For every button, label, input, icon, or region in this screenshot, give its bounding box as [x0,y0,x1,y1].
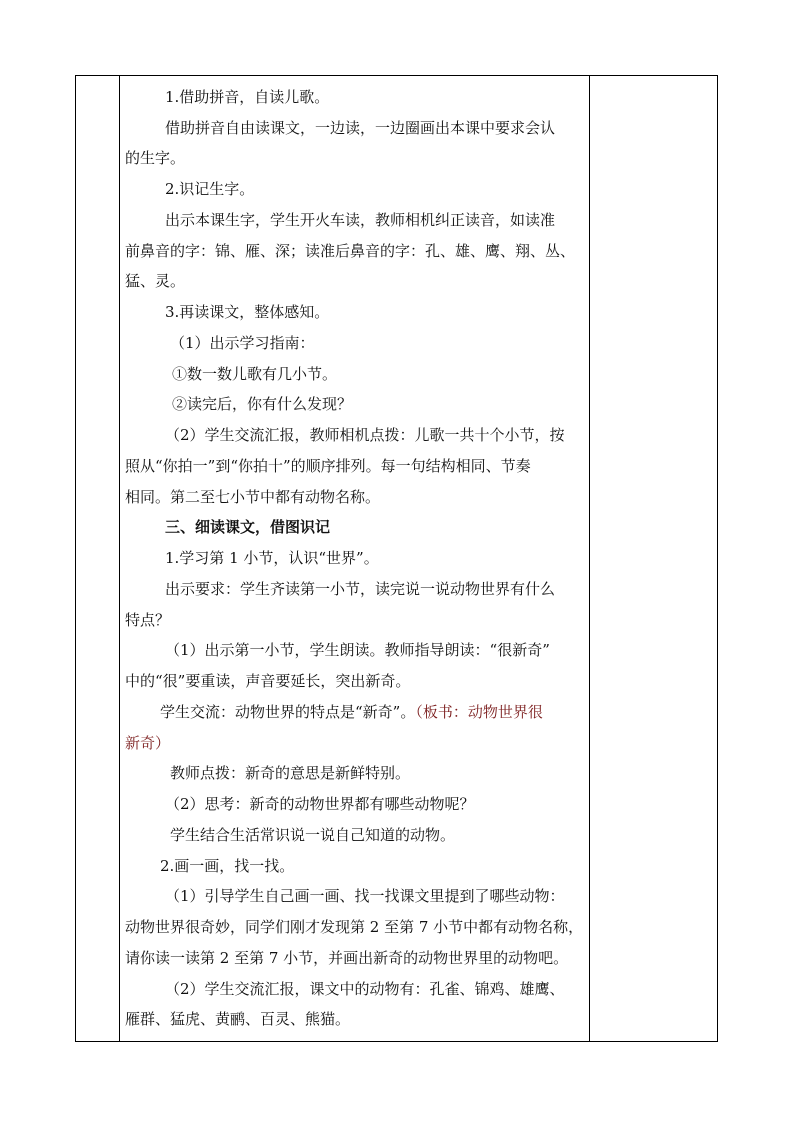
text-line: 出示本课生字，学生开火车读，教师相机纠正读音，如读准 [165,211,556,229]
text-line: 3.再读课文，整体感知。 [165,303,330,321]
text-line: 猛、灵。 [125,272,186,290]
text-line: 照从“你拍一”到“你拍十”的顺序排列。每一句结构相同、节奏 [125,457,531,475]
text-line: 雁群、猛虎、黄鹂、百灵、熊猫。 [125,1010,351,1028]
text-line: 前鼻音的字：锦、雁、深；读准后鼻音的字：孔、雄、鹰、翔、丛、 [125,242,576,260]
text-line: 动物世界很奇妙，同学们刚才发现第 2 至第 7 小节中都有动物名称， [125,918,584,936]
text-line: 教师点拨：新奇的意思是新鲜特别。 [170,764,411,782]
text-line: 1.借助拼音，自读儿歌。 [165,88,330,106]
board-note: （板书：动物世界很 [415,703,543,721]
text-line: 出示要求：学生齐读第一小节，读完说一说动物世界有什么 [165,580,556,598]
text-line: ①数一数儿歌有几小节。 [172,365,338,383]
text-line: 中的“很”要重读，声音要延长，突出新奇。 [125,672,411,690]
right-column [589,76,717,1041]
board-note-continued: 新奇） [125,734,171,752]
text-line: 2.识记生字。 [165,180,255,198]
text-line: （2）学生交流汇报，教师相机点拨：儿歌一共十个小节，按 [165,426,565,444]
text-line: 2.画一画，找一找。 [160,857,295,875]
text-line: 请你读一读第 2 至第 7 小节，并画出新奇的动物世界里的动物吧。 [125,949,569,967]
text-line: 学生结合生活常识说一说自己知道的动物。 [170,826,456,844]
left-column [76,76,120,1041]
text-line: 1.学习第 1 小节，认识“世界”。 [165,549,379,567]
text-line: （1）出示学习指南： [170,334,315,352]
text-line [160,702,543,722]
section-heading: 三、细读课文，借图识记 [165,518,331,536]
lesson-table [75,75,718,1042]
text-line: 借助拼音自由读课文，一边读，一边圈画出本课中要求会认 [165,119,556,137]
text-line: （1）出示第一小节，学生朗读。教师指导朗读：“很新奇” [165,641,550,659]
text-line: （2）学生交流汇报，课文中的动物有：孔雀、锦鸡、雄鹰、 [165,980,565,998]
text-line: 的生字。 [125,149,186,167]
text-line: ②读完后，你有什么发现？ [172,395,353,413]
text-line: 特点？ [125,611,171,629]
text-line: （1）引导学生自己画一画、找一找课文里提到了哪些动物： [165,887,565,905]
text-line: 相同。第二至七小节中都有动物名称。 [125,488,381,506]
student-sharing-text: 学生交流：动物世界的特点是“新奇”。 [160,703,416,721]
main-content-column [120,76,591,1041]
text-line: （2）思考：新奇的动物世界都有哪些动物呢？ [165,795,475,813]
